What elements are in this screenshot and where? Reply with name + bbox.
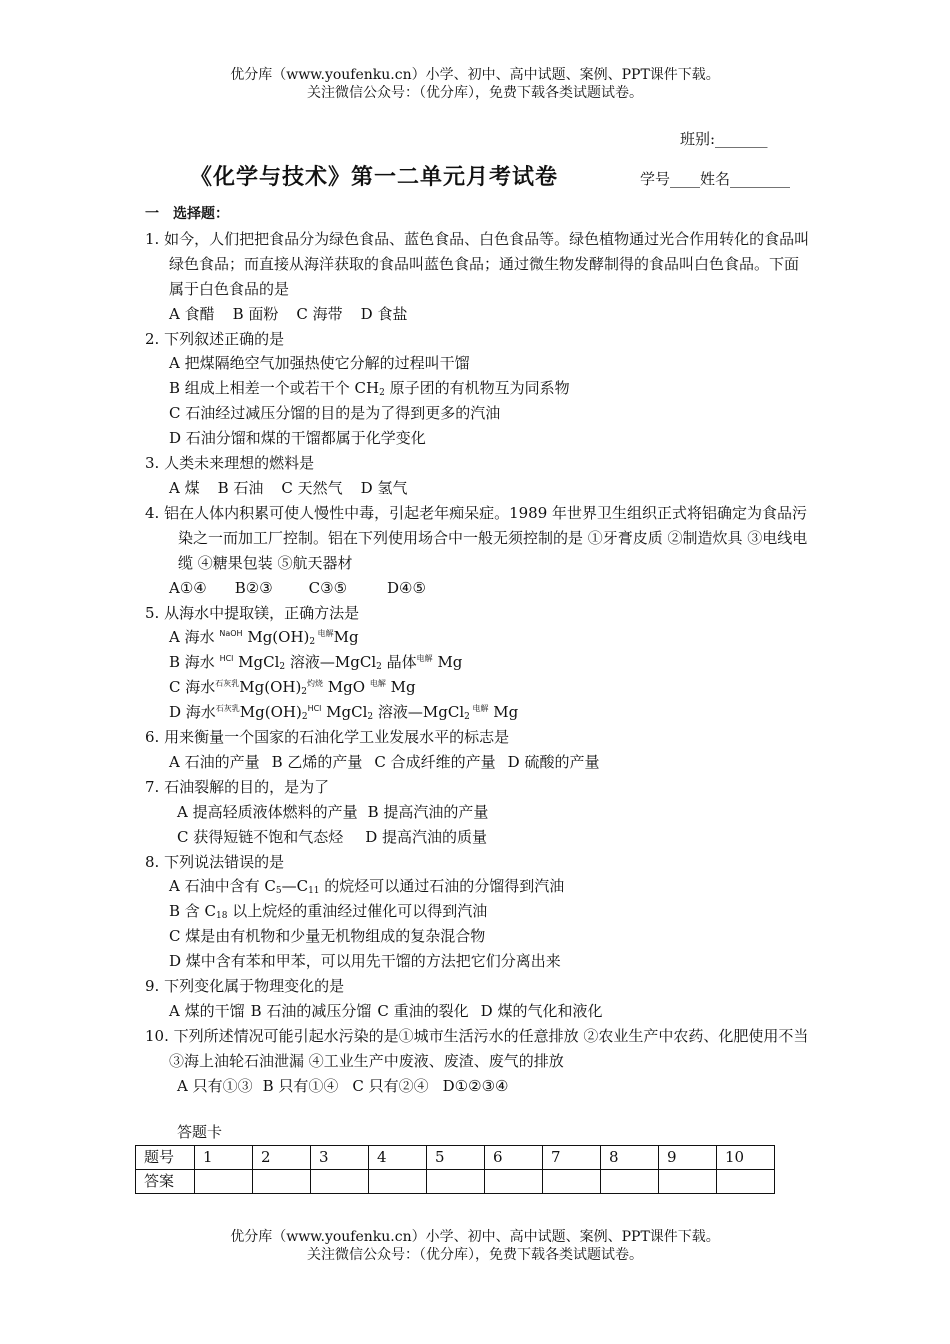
table-row xyxy=(136,1170,775,1194)
answer-cell[interactable] xyxy=(427,1170,485,1194)
answer-cell[interactable] xyxy=(601,1170,659,1194)
q3-option-d: D 氢气 xyxy=(360,478,408,497)
question-list xyxy=(145,202,810,1099)
question-9-stem: 9. 下列变化属于物理变化的是 xyxy=(145,977,345,996)
q8-option-a: A 石油中含有 $C_5—C_{11}$ 的烷烃可以通过石油的分馏得到汽油 xyxy=(169,877,565,897)
q8-option-b: B 含 $C_{18}$ 以上烷烃的重油经过催化可以得到汽油 xyxy=(169,902,488,922)
question-number-cell: 2 xyxy=(253,1146,311,1170)
q10-option-d: D①②③④ xyxy=(442,1076,509,1095)
q1-option-c: C 海带 xyxy=(296,304,343,323)
q5-option-b: B 海水 $^{HCl}$ MgCl$_2$ 溶液—MgCl$_2$ 晶体$^{电解}$ Mg xyxy=(169,653,463,673)
q7-option-b: B 提高汽油的产量 xyxy=(367,802,489,821)
q9-option-c: C 重油的裂化 xyxy=(377,1002,469,1020)
answer-cell[interactable] xyxy=(659,1170,717,1194)
question-number-cell: 8 xyxy=(601,1146,659,1170)
question-5-stem: 5. 从海水中提取镁，正确方法是 xyxy=(145,603,360,622)
answer-cell[interactable] xyxy=(485,1170,543,1194)
page-title: 《化学与技术》第一二单元月考试卷 xyxy=(190,165,559,190)
q3-option-a: A 煤 xyxy=(169,478,200,497)
question-number-cell: 10 xyxy=(717,1146,775,1170)
question-7-options-line-1 xyxy=(145,800,810,825)
question-10-stem: 10. 下列所述情况可能引起水污染的是①城市生活污水的任意排放 ②农业生产中农药、化肥使用不当 ③海上油轮石油泄漏 ④工业生产中废液、废渣、废气的排放 xyxy=(145,1026,809,1070)
q2-option-d: D 石油分馏和煤的干馏都属于化学变化 xyxy=(169,429,426,448)
question-number-cell: 6 xyxy=(485,1146,543,1170)
q4-option-c: C③⑤ xyxy=(308,578,348,597)
answer-cell[interactable] xyxy=(311,1170,369,1194)
q10-option-a: A 只有①③ xyxy=(177,1076,253,1095)
question-6-options xyxy=(145,750,810,775)
question-6-stem: 6. 用来衡量一个国家的石油化学工业发展水平的标志是 xyxy=(145,728,510,747)
q3-option-b: B 石油 xyxy=(217,478,264,497)
bottom-header xyxy=(0,1228,950,1264)
question-number-cell: 1 xyxy=(195,1146,253,1170)
answer-cell[interactable] xyxy=(543,1170,601,1194)
class-field: 班别:_______ xyxy=(680,130,768,148)
q2-option-b: B 组成上相差一个或若干个 $CH_2$ 原子团的有机物互为同系物 xyxy=(169,379,570,399)
table-row xyxy=(136,1146,775,1170)
answer-row-header: 答案 xyxy=(136,1170,195,1194)
header-line-1: 优分库（www.youfenku.cn）小学、初中、高中试题、案例、PPT课件下载。 xyxy=(230,67,720,83)
q7-option-d: D 提高汽油的质量 xyxy=(365,827,488,846)
question-2-stem: 2. 下列叙述正确的是 xyxy=(145,329,285,348)
q4-option-d: D④⑤ xyxy=(387,578,426,597)
question-3-stem: 3. 人类未来理想的燃料是 xyxy=(145,454,315,473)
question-number-cell: 3 xyxy=(311,1146,369,1170)
q6-option-a: A 石油的产量 xyxy=(169,752,260,771)
question-number-cell: 5 xyxy=(427,1146,485,1170)
q1-option-a: A 食醋 xyxy=(169,304,215,323)
q10-option-c: C 只有②④ xyxy=(352,1076,429,1095)
q7-option-c: C 获得短链不饱和气态烃 xyxy=(177,827,344,846)
question-10-options xyxy=(145,1074,810,1099)
q1-option-d: D 食盐 xyxy=(360,304,408,323)
question-4-stem: 4. 铝在人体内积累可使人慢性中毒，引起老年痴呆症。1989 年世界卫生组织正式将铝确定为食品污染之一而加工厂控制。铝在下列使用场合中一般无须控制的是 ①牙膏皮质 ②制造炊具 ③电线电缆 ④糖果包装 ⑤航天器材 xyxy=(145,503,808,572)
question-number-cell: 9 xyxy=(659,1146,717,1170)
question-number-header: 题号 xyxy=(136,1146,195,1170)
question-4-options xyxy=(145,576,810,601)
q5-option-d: D 海水$^{石灰乳}Mg(OH)_2^{HCl}$ MgCl$_2$ 溶液—MgCl$_2$ $^{电解}$ Mg xyxy=(169,703,519,723)
question-9-options xyxy=(145,999,810,1024)
footer-line-2: 关注微信公众号：（优分库），免费下载各类试题试卷。 xyxy=(307,1247,643,1263)
q2-option-a: A 把煤隔绝空气加强热使它分解的过程叫干馏 xyxy=(169,354,470,373)
q9-option-b: B 石油的减压分馏 xyxy=(250,1002,372,1020)
q5-option-a: A 海水 $^{NaOH}$ $Mg(OH)_2$ $^{电解}$Mg xyxy=(169,628,359,648)
question-7-options-line-2 xyxy=(145,825,810,850)
answer-card-table xyxy=(135,1145,775,1194)
q8-option-d: D 煤中含有苯和甲苯，可以用先干馏的方法把它们分离出来 xyxy=(169,952,561,971)
q5-option-c: C 海水$^{石灰乳}Mg(OH)_2^{灼烧}$ MgO $^{电解}$ Mg xyxy=(169,678,416,698)
question-7-stem: 7. 石油裂解的目的，是为了 xyxy=(145,777,330,796)
question-number-cell: 4 xyxy=(369,1146,427,1170)
question-8-stem: 8. 下列说法错误的是 xyxy=(145,852,285,871)
q6-option-d: D 硫酸的产量 xyxy=(507,752,600,771)
answer-cell[interactable] xyxy=(717,1170,775,1194)
answer-cell[interactable] xyxy=(253,1170,311,1194)
answer-cell[interactable] xyxy=(369,1170,427,1194)
question-number-cell: 7 xyxy=(543,1146,601,1170)
q6-option-c: C 合成纤维的产量 xyxy=(374,752,496,771)
question-1-stem: 1. 如今，人们把把食品分为绿色食品、蓝色食品、白色食品等。绿色植物通过光合作用转化的食品叫绿色食品；而直接从海洋获取的食品叫蓝色食品；通过微生物发酵制得的食品叫白色食品。下面属于白色食品的是 xyxy=(145,229,810,298)
answer-card-label: 答题卡 xyxy=(177,1123,223,1141)
q6-option-b: B 乙烯的产量 xyxy=(271,752,363,771)
q4-option-b: B②③ xyxy=(234,578,273,597)
q1-option-b: B 面粉 xyxy=(232,304,279,323)
q2-option-c: C 石油经过减压分馏的目的是为了得到更多的汽油 xyxy=(169,404,501,423)
section-heading: 一 选择题： xyxy=(145,206,229,222)
footer-line-1: 优分库（www.youfenku.cn）小学、初中、高中试题、案例、PPT课件下载。 xyxy=(230,1229,720,1245)
header-line-2: 关注微信公众号：（优分库），免费下载各类试题试卷。 xyxy=(307,85,643,101)
question-1-options xyxy=(145,302,810,327)
q9-option-a: A 煤的干馏 xyxy=(169,1002,245,1020)
question-3-options xyxy=(145,476,810,501)
q4-option-a: A①④ xyxy=(169,578,207,597)
answer-cell[interactable] xyxy=(195,1170,253,1194)
top-header xyxy=(0,66,950,102)
student-id-name-field: 学号____姓名________ xyxy=(640,170,791,188)
q8-option-c: C 煤是由有机物和少量无机物组成的复杂混合物 xyxy=(169,927,486,946)
q10-option-b: B 只有①④ xyxy=(262,1076,339,1095)
q9-option-d: D 煤的气化和液化 xyxy=(480,1002,603,1020)
q7-option-a: A 提高轻质液体燃料的产量 xyxy=(177,802,358,821)
q3-option-c: C 天然气 xyxy=(281,478,343,497)
